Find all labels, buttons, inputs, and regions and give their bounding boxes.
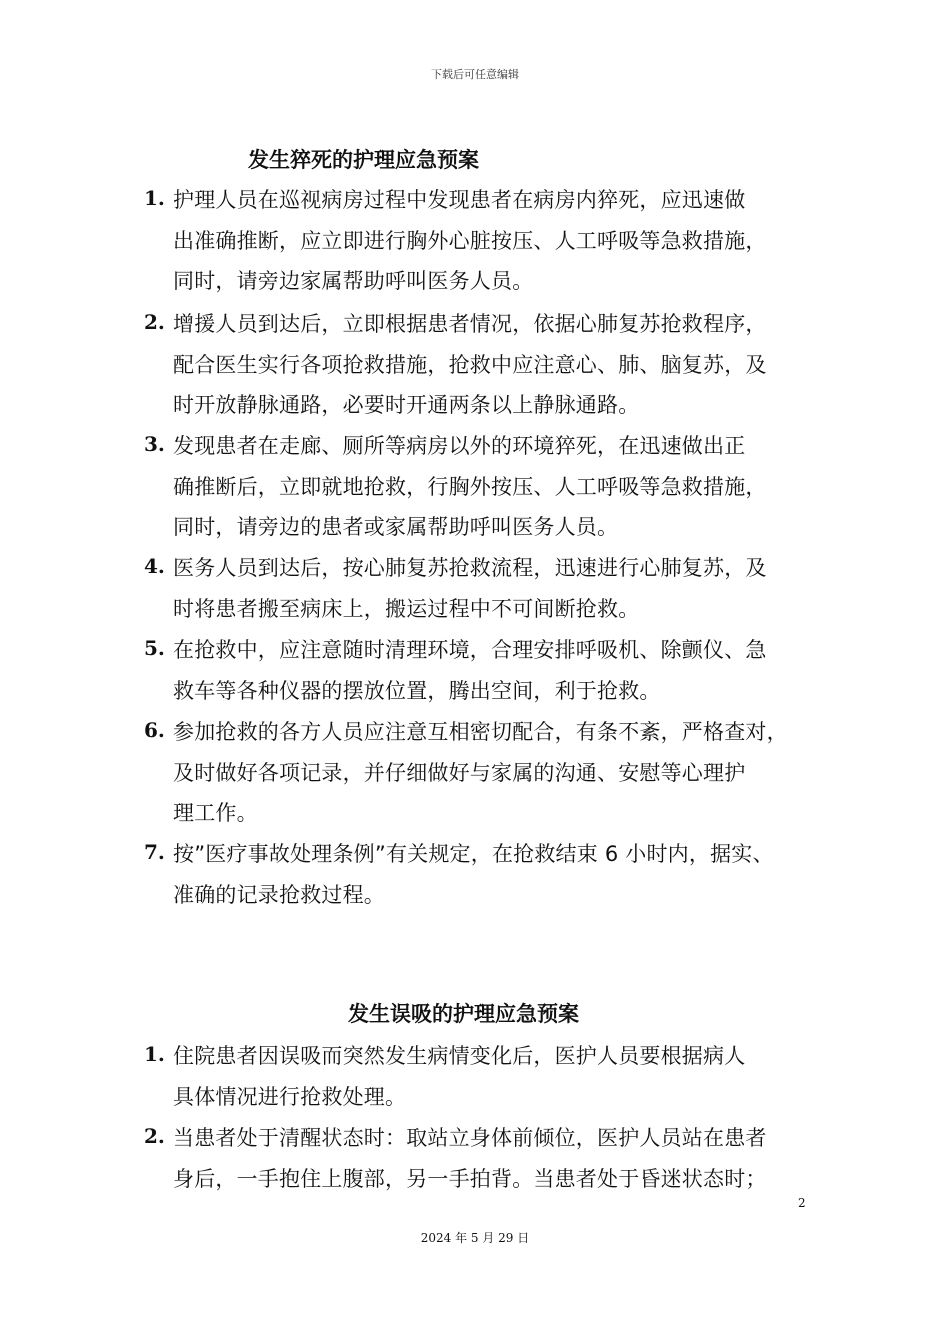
item-line: 身后，一手抱住上腹部，另一手拍背。当患者处于昏迷状态时； xyxy=(173,1167,767,1191)
item-line: 具体情况进行抢救处理。 xyxy=(173,1085,407,1109)
page-number: 2 xyxy=(798,1196,806,1210)
item-line: 时将患者搬至病床上，搬运过程中不可间断抢救。 xyxy=(173,597,640,621)
item-line: 医务人员到达后，按心肺复苏抢救流程，迅速进行心肺复苏，及 xyxy=(173,556,767,580)
item-line: 理工作。 xyxy=(173,801,258,825)
footer-date: 2024 年 5 月 29 日 xyxy=(420,1231,530,1245)
item-line: 同时，请旁边家属帮助呼叫医务人员。 xyxy=(173,269,534,293)
item-number: 1. xyxy=(144,186,165,210)
item-number: 2. xyxy=(144,310,165,334)
item-line: 按”医疗事故处理条例”有关规定，在抢救结束 6 小时内，据实、 xyxy=(173,842,774,866)
item-line: 救车等各种仪器的摆放位置，腾出空间，利于抢救。 xyxy=(173,679,661,703)
item-number: 1. xyxy=(144,1042,165,1066)
item-line: 确推断后，立即就地抢救，行胸外按压、人工呼吸等急救措施， xyxy=(173,475,767,499)
item-line: 参加抢救的各方人员应注意互相密切配合，有条不紊，严格查对， xyxy=(173,720,788,744)
item-number: 7. xyxy=(144,840,165,864)
item-line: 当患者处于清醒状态时：取站立身体前倾位，医护人员站在患者 xyxy=(173,1126,767,1150)
item-line: 增援人员到达后，立即根据患者情况，依据心肺复苏抢救程序， xyxy=(173,312,767,336)
item-number: 3. xyxy=(144,432,165,456)
item-number: 6. xyxy=(144,718,165,742)
section-title-sudden-death: 发生猝死的护理应急预案 xyxy=(248,148,479,172)
item-number: 5. xyxy=(144,636,165,660)
item-line: 准确的记录抢救过程。 xyxy=(173,883,385,907)
item-line: 发现患者在走廊、厕所等病房以外的环境猝死，在迅速做出正 xyxy=(173,434,746,458)
section-title-aspiration: 发生误吸的护理应急预案 xyxy=(348,1002,579,1026)
item-line: 护理人员在巡视病房过程中发现患者在病房内猝死，应迅速做 xyxy=(173,188,746,212)
item-line: 在抢救中，应注意随时清理环境，合理安排呼吸机、除颤仪、急 xyxy=(173,638,767,662)
item-line: 住院患者因误吸而突然发生病情变化后，医护人员要根据病人 xyxy=(173,1044,746,1068)
item-line: 出准确推断，应立即进行胸外心脏按压、人工呼吸等急救措施， xyxy=(173,229,767,253)
header-note: 下载后可任意编辑 xyxy=(431,68,519,81)
item-line: 同时，请旁边的患者或家属帮助呼叫医务人员。 xyxy=(173,515,619,539)
item-line: 时开放静脉通路，必要时开通两条以上静脉通路。 xyxy=(173,393,640,417)
item-line: 配合医生实行各项抢救措施，抢救中应注意心、肺、脑复苏，及 xyxy=(173,353,767,377)
item-number: 4. xyxy=(144,554,165,578)
item-line: 及时做好各项记录，并仔细做好与家属的沟通、安慰等心理护 xyxy=(173,761,746,785)
item-number: 2. xyxy=(144,1124,165,1148)
